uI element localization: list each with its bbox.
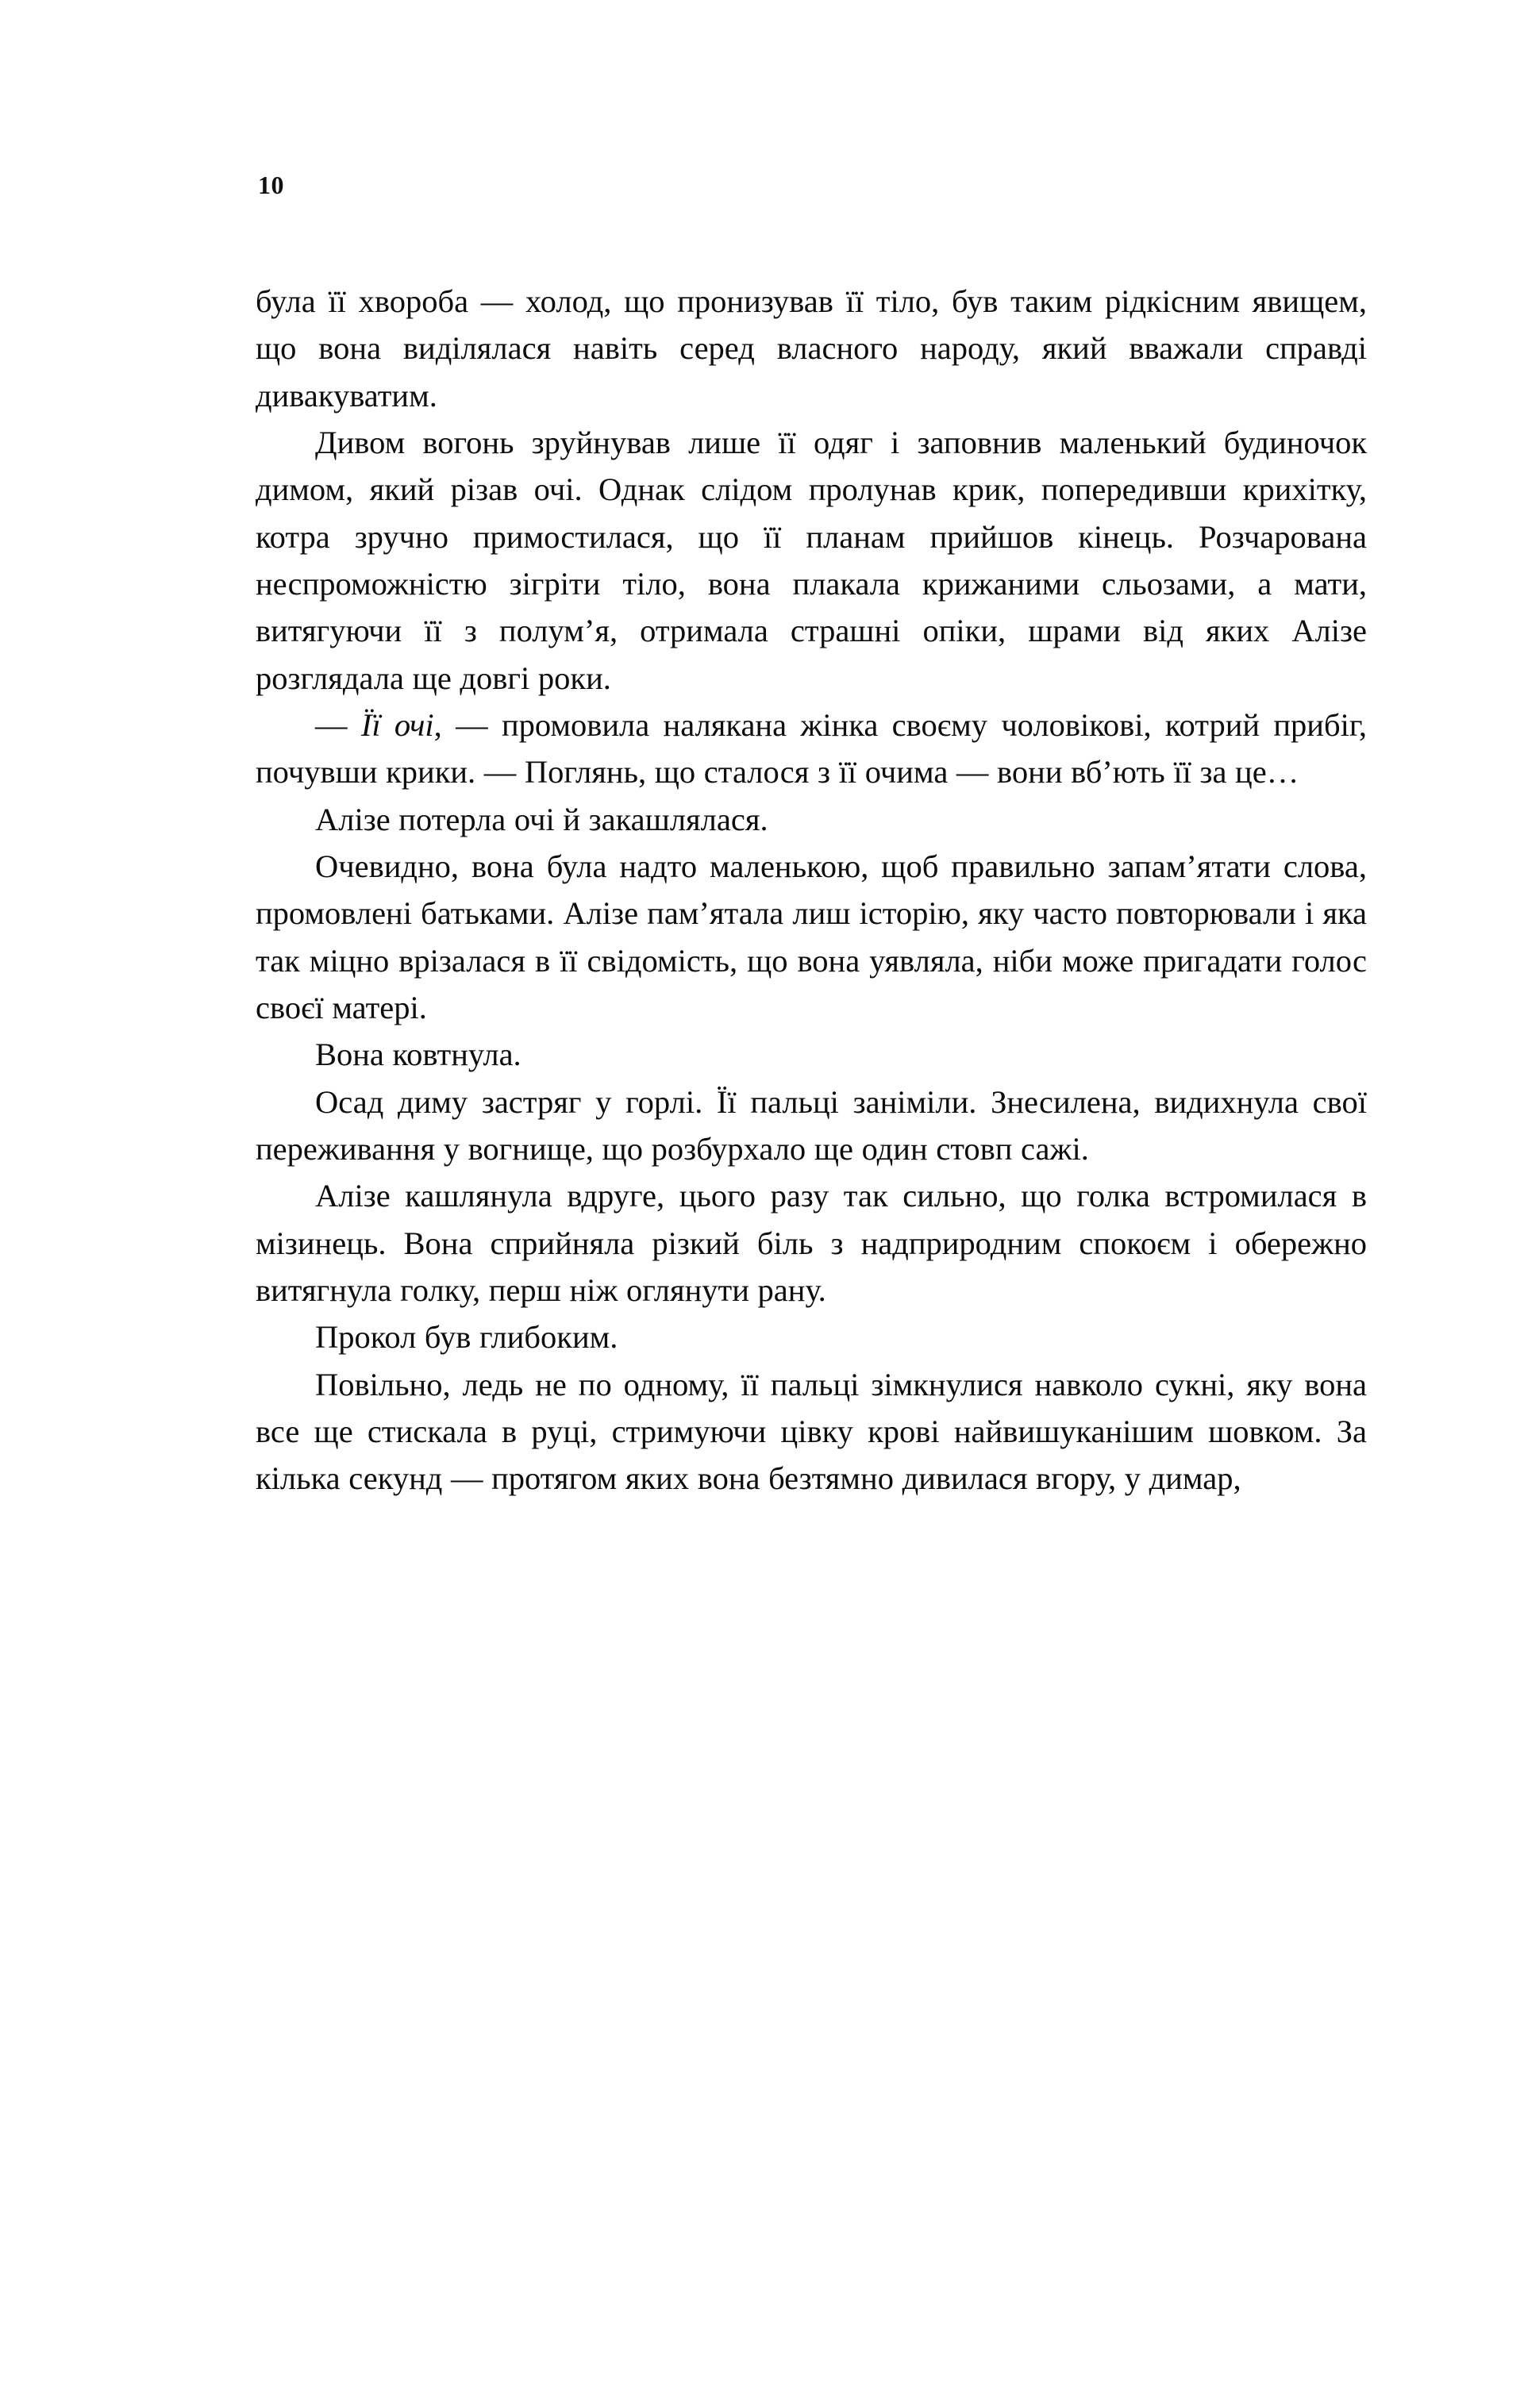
paragraph-dialogue: — Її очі, — промовила налякана жінка своєму чоловікові, котрий прибіг, почувши крики. — Поглянь, що сталося з її очима — вони вб’ють її за це…: [256, 706, 1368, 790]
paragraph: Очевидно, вона була надто маленькою, щоб правильно запам’ятати слова, промовлені батьками. Алізе пам’ятала лиш історію, яку часто повторювали і яка так міцно врізалася в її свідомість, що вона уявляла, ніби може пригадати голос своєї матері.: [256, 848, 1367, 1025]
paragraph: Вона ковтнула.: [315, 1037, 521, 1073]
paragraph: Алізе кашлянула вдруге, цього разу так сильно, що голка встромилася в мізинець. Вона сприйняла різкий біль з надприродним спокоєм і обережно витягнула голку, перш ніж оглянути рану.: [256, 1178, 1367, 1308]
paragraph: Алізе потерла очі й закашлялася.: [315, 801, 768, 837]
paragraph: Осад диму застряг у горлі. Її пальці заніміли. Знесилена, видихнула свої переживання у вогнище, що розбурхало ще один стовп сажі.: [256, 1083, 1367, 1167]
paragraph: Повільно, ледь не по одному, її пальці зімкнулися навколо сукні, яку вона все ще стискала в руці, стримуючи цівку крові найвишуканішим шовком. За кілька секунд — протягом яких вона безтямно дивилася вгору, у димар,: [256, 1366, 1367, 1497]
paragraph: Прокол був глибоким.: [315, 1319, 618, 1356]
paragraph: була її хвороба — холод, що пронизував її тіло, був таким рідкісним явищем, що вона виділялася навіть серед власного народу, який вважали справді дивакуватим.: [256, 283, 1367, 414]
page-number: 10: [258, 171, 284, 199]
body-text-column: [256, 278, 1367, 1502]
paragraph: Дивом вогонь зруйнував лише її одяг і заповнив маленький будиночок димом, який різав очі. Однак слідом пролунав крик, попередивши крихітку, котра зручно примостилася, що її планам прийшов кінець. Розчарована неспроможністю зігріти тіло, вона плакала крижаними сльозами, а мати, витягуючи її з полум’я, отримала страшні опіки, шрами від яких Алізе розглядала ще довгі роки.: [256, 424, 1367, 696]
